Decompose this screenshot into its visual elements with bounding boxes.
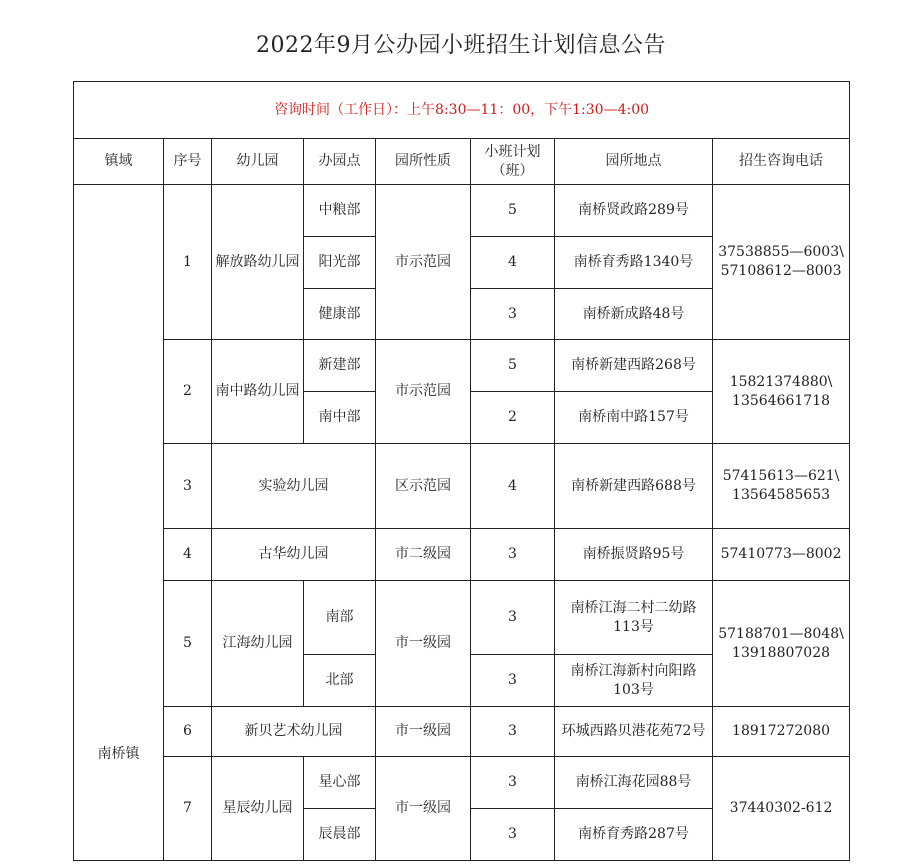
address-cell: 南桥江海花园88号 bbox=[555, 757, 713, 809]
header-row bbox=[74, 139, 850, 185]
seq-cell: 3 bbox=[164, 444, 212, 529]
nature-cell: 区示范园 bbox=[376, 444, 471, 529]
branch-cell: 辰晨部 bbox=[304, 809, 376, 861]
kindergarten-cell: 江海幼儿园 bbox=[212, 581, 304, 707]
kindergarten-cell: 古华幼儿园 bbox=[212, 529, 376, 581]
branch-cell: 健康部 bbox=[304, 289, 376, 340]
header-seq: 序号 bbox=[164, 139, 212, 185]
branch-cell: 南中部 bbox=[304, 392, 376, 444]
header-phone: 招生咨询电话 bbox=[713, 139, 850, 185]
seq-cell: 2 bbox=[164, 340, 212, 444]
kindergarten-cell: 星辰幼儿园 bbox=[212, 757, 304, 861]
plan-cell: 3 bbox=[471, 757, 555, 809]
table-row bbox=[74, 340, 850, 392]
plan-cell: 3 bbox=[471, 809, 555, 861]
page-title: 2022年9月公办园小班招生计划信息公告 bbox=[256, 33, 666, 58]
town-cell: 南桥镇 bbox=[74, 185, 164, 861]
kindergarten-cell: 实验幼儿园 bbox=[212, 444, 376, 529]
header-plan: 小班计划 （班） bbox=[471, 139, 555, 185]
nature-cell: 市一级园 bbox=[376, 707, 471, 757]
nature-cell: 市二级园 bbox=[376, 529, 471, 581]
table-row bbox=[74, 529, 850, 581]
header-nature: 园所性质 bbox=[376, 139, 471, 185]
plan-cell: 4 bbox=[471, 237, 555, 289]
branch-cell: 南部 bbox=[304, 581, 376, 655]
header-branch: 办园点 bbox=[304, 139, 376, 185]
table-row bbox=[74, 444, 850, 529]
kindergarten-cell: 解放路幼儿园 bbox=[212, 185, 304, 340]
plan-cell: 5 bbox=[471, 185, 555, 237]
seq-cell: 4 bbox=[164, 529, 212, 581]
plan-cell: 3 bbox=[471, 289, 555, 340]
table-row bbox=[74, 707, 850, 757]
branch-cell: 星心部 bbox=[304, 757, 376, 809]
header-town: 镇域 bbox=[74, 139, 164, 185]
branch-cell: 北部 bbox=[304, 655, 376, 707]
address-cell: 南桥育秀路1340号 bbox=[555, 237, 713, 289]
address-cell: 南桥南中路157号 bbox=[555, 392, 713, 444]
plan-cell: 2 bbox=[471, 392, 555, 444]
header-address: 园所地点 bbox=[555, 139, 713, 185]
table-row bbox=[74, 581, 850, 655]
nature-cell: 市一级园 bbox=[376, 757, 471, 861]
address-cell: 南桥江海新村向阳路 103号 bbox=[555, 655, 713, 707]
phone-cell: 57415613—621\ 13564585653 bbox=[713, 444, 850, 529]
branch-cell: 中粮部 bbox=[304, 185, 376, 237]
address-cell: 南桥新成路48号 bbox=[555, 289, 713, 340]
kindergarten-cell: 南中路幼儿园 bbox=[212, 340, 304, 444]
enrollment-table bbox=[73, 81, 850, 861]
phone-cell: 15821374880\ 13564661718 bbox=[713, 340, 850, 444]
plan-cell: 4 bbox=[471, 444, 555, 529]
phone-cell: 18917272080 bbox=[713, 707, 850, 757]
seq-cell: 6 bbox=[164, 707, 212, 757]
phone-cell: 37440302-612 bbox=[713, 757, 850, 861]
nature-cell: 市一级园 bbox=[376, 581, 471, 707]
address-cell: 南桥新建西路268号 bbox=[555, 340, 713, 392]
phone-cell: 57188701—8048\ 13918807028 bbox=[713, 581, 850, 707]
plan-cell: 3 bbox=[471, 707, 555, 757]
seq-cell: 7 bbox=[164, 757, 212, 861]
nature-cell: 市示范园 bbox=[376, 340, 471, 444]
address-cell: 南桥新建西路688号 bbox=[555, 444, 713, 529]
plan-cell: 5 bbox=[471, 340, 555, 392]
kindergarten-cell: 新贝艺术幼儿园 bbox=[212, 707, 376, 757]
consult-time-note: 咨询时间（工作日）：上午8:30—11：00，下午1:30—4:00 bbox=[74, 82, 850, 139]
address-cell: 环城西路贝港花苑72号 bbox=[555, 707, 713, 757]
phone-cell: 57410773—8002 bbox=[713, 529, 850, 581]
plan-cell: 3 bbox=[471, 655, 555, 707]
plan-cell: 3 bbox=[471, 581, 555, 655]
seq-cell: 5 bbox=[164, 581, 212, 707]
address-cell: 南桥贤政路289号 bbox=[555, 185, 713, 237]
branch-cell: 新建部 bbox=[304, 340, 376, 392]
phone-cell: 37538855—6003\ 57108612—8003 bbox=[713, 185, 850, 340]
address-cell: 南桥江海二村二幼路 113号 bbox=[555, 581, 713, 655]
table-row bbox=[74, 185, 850, 237]
note-row bbox=[74, 82, 850, 139]
header-kindergarten: 幼儿园 bbox=[212, 139, 304, 185]
seq-cell: 1 bbox=[164, 185, 212, 340]
address-cell: 南桥育秀路287号 bbox=[555, 809, 713, 861]
address-cell: 南桥振贤路95号 bbox=[555, 529, 713, 581]
nature-cell: 市示范园 bbox=[376, 185, 471, 340]
table-row bbox=[74, 757, 850, 809]
plan-cell: 3 bbox=[471, 529, 555, 581]
branch-cell: 阳光部 bbox=[304, 237, 376, 289]
